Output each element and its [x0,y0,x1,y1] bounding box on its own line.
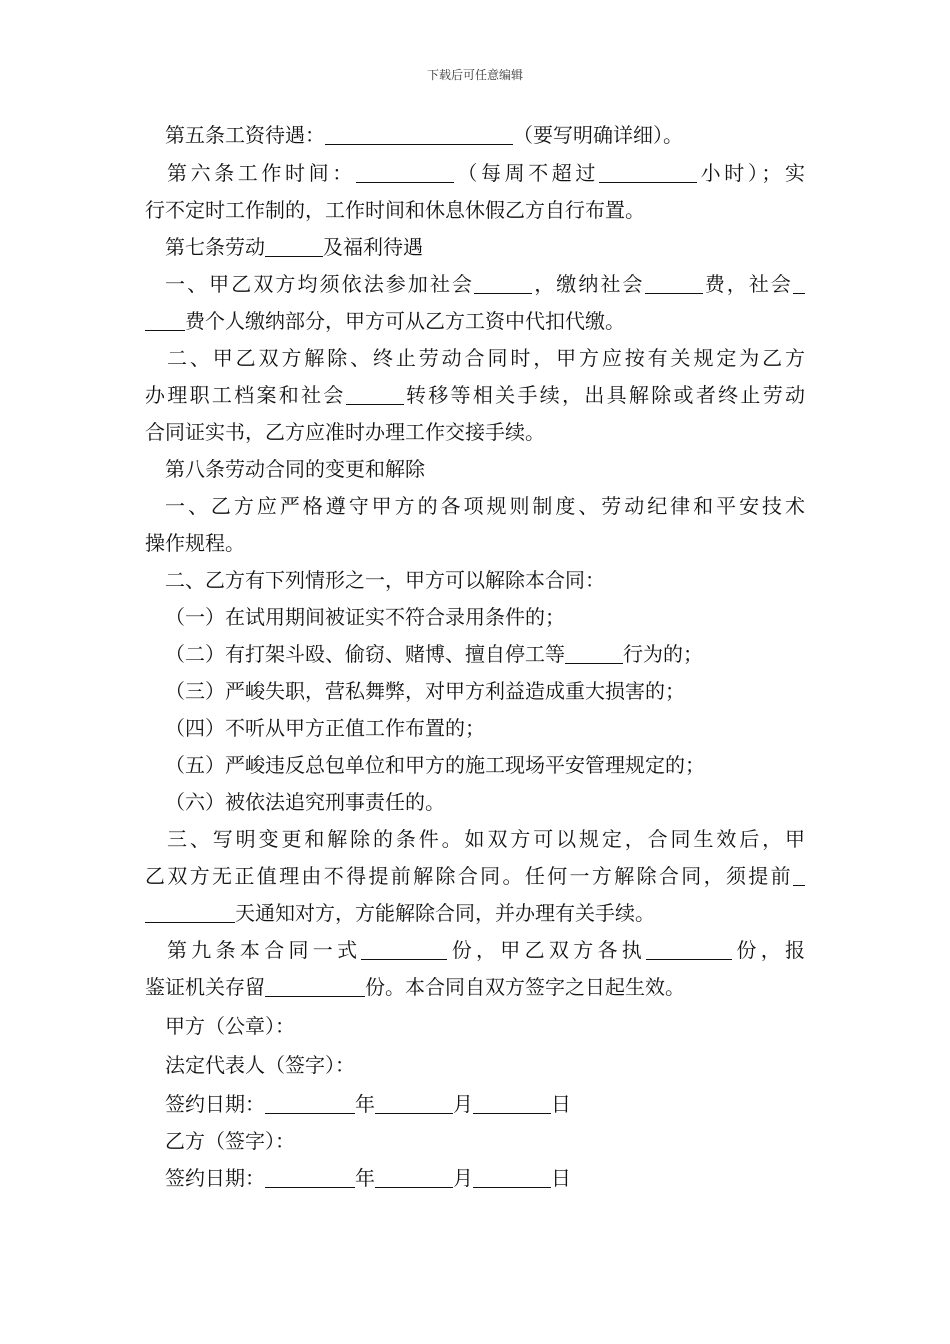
article-9-line-2: 鉴证机关存留 份。本合同自双方签字之日起生效。 [145,975,685,999]
party-b-month-blank[interactable] [375,1167,453,1188]
article-9-line-1: 第九条本合同一式 份，甲乙双方各执 份，报 [167,938,806,962]
copies-each-blank[interactable] [646,939,732,960]
social-blank-3b[interactable] [145,310,185,331]
conduct-blank[interactable] [565,643,623,664]
article-8-p3-line-1: 三、写明变更和解除的条件。如双方可以规定，合同生效后，甲 [167,827,805,851]
article-7-p1-line-1: 一、甲乙双方均须依法参加社会 ，缴纳社会 费，社会 [165,271,805,297]
article-6-line-1: 第六条工作时间： （每周不超过 小时）；实 [167,161,806,185]
social-blank-2[interactable] [645,273,703,294]
article-5-line [165,122,805,148]
legal-rep-label: 法定代表人（签字）： [165,1053,355,1077]
page-header: 下载后可任意编辑 [426,68,523,82]
social-blank-3a[interactable] [793,273,805,294]
party-b-day-blank[interactable] [473,1167,551,1188]
article-8-p3-line-3: 天通知对方，方能解除合同，并办理有关手续。 [145,900,805,926]
article-8-p1-line-1: 一、乙方应严格遵守甲方的各项规则制度、劳动纪律和平安技术 [165,494,805,518]
article-8-p1-line-2: 操作规程。 [145,531,245,555]
copies-total-blank[interactable] [361,939,447,960]
party-b-label: 乙方（签字）： [165,1129,295,1153]
notice-days-blank-a[interactable] [793,865,805,886]
copies-authority-blank[interactable] [265,976,365,997]
article-8-item-6: （六）被依法追究刑事责任的。 [165,790,445,814]
article-7-title: 第七条劳动 及福利待遇 [165,235,423,259]
work-time-blank[interactable] [356,162,454,183]
article-7-p1-line-2: 费个人缴纳部分，甲方可从乙方工资中代扣代缴。 [145,308,805,334]
notice-days-blank-b[interactable] [145,902,235,923]
article-7-p2-line-2: 办理职工档案和社会 转移等相关手续，出具解除或者终止劳动 [145,383,806,407]
article-8-item-2: （二）有打架斗殴、偷窃、赌博、擅自停工等 行为的； [165,642,703,666]
article-5-note: （要写明确详细）。 [513,123,683,147]
party-a-label: 甲方（公章）： [165,1014,295,1038]
party-a-month-blank[interactable] [375,1093,453,1114]
article-5-label: 第五条工资待遇： [165,123,325,147]
article-8-title: 第八条劳动合同的变更和解除 [165,457,425,481]
party-a-year-blank[interactable] [265,1093,355,1114]
article-8-item-3: （三）严峻失职，营私舞弊，对甲方利益造成重大损害的； [165,679,685,703]
salary-blank[interactable] [325,124,513,145]
article-8-item-5: （五）严峻违反总包单位和甲方的施工现场平安管理规定的； [165,753,705,777]
party-a-day-blank[interactable] [473,1093,551,1114]
party-a-date-line: 签约日期： 年 月 日 [165,1092,571,1116]
party-b-year-blank[interactable] [265,1167,355,1188]
social-blank-1[interactable] [474,273,532,294]
article-8-item-4: （四）不听从甲方正值工作布置的； [165,716,485,740]
article-6-line-2: 行不定时工作制的，工作时间和休息休假乙方自行布置。 [145,198,645,222]
article-8-p3-line-2: 乙双方无正值理由不得提前解除合同。任何一方解除合同，须提前 [145,863,805,889]
article-7-p2-line-3: 合同证实书，乙方应准时办理工作交接手续。 [145,420,545,444]
party-b-date-line: 签约日期： 年 月 日 [165,1166,571,1190]
labor-blank[interactable] [265,236,323,257]
article-8-item-1: （一）在试用期间被证实不符合录用条件的； [165,605,565,629]
article-7-p2-line-1: 二、甲乙双方解除、终止劳动合同时，甲方应按有关规定为乙方 [167,346,805,370]
article-8-p2: 二、乙方有下列情形之一，甲方可以解除本合同： [165,568,605,592]
social-transfer-blank[interactable] [346,384,404,405]
weekly-hours-blank[interactable] [599,162,697,183]
